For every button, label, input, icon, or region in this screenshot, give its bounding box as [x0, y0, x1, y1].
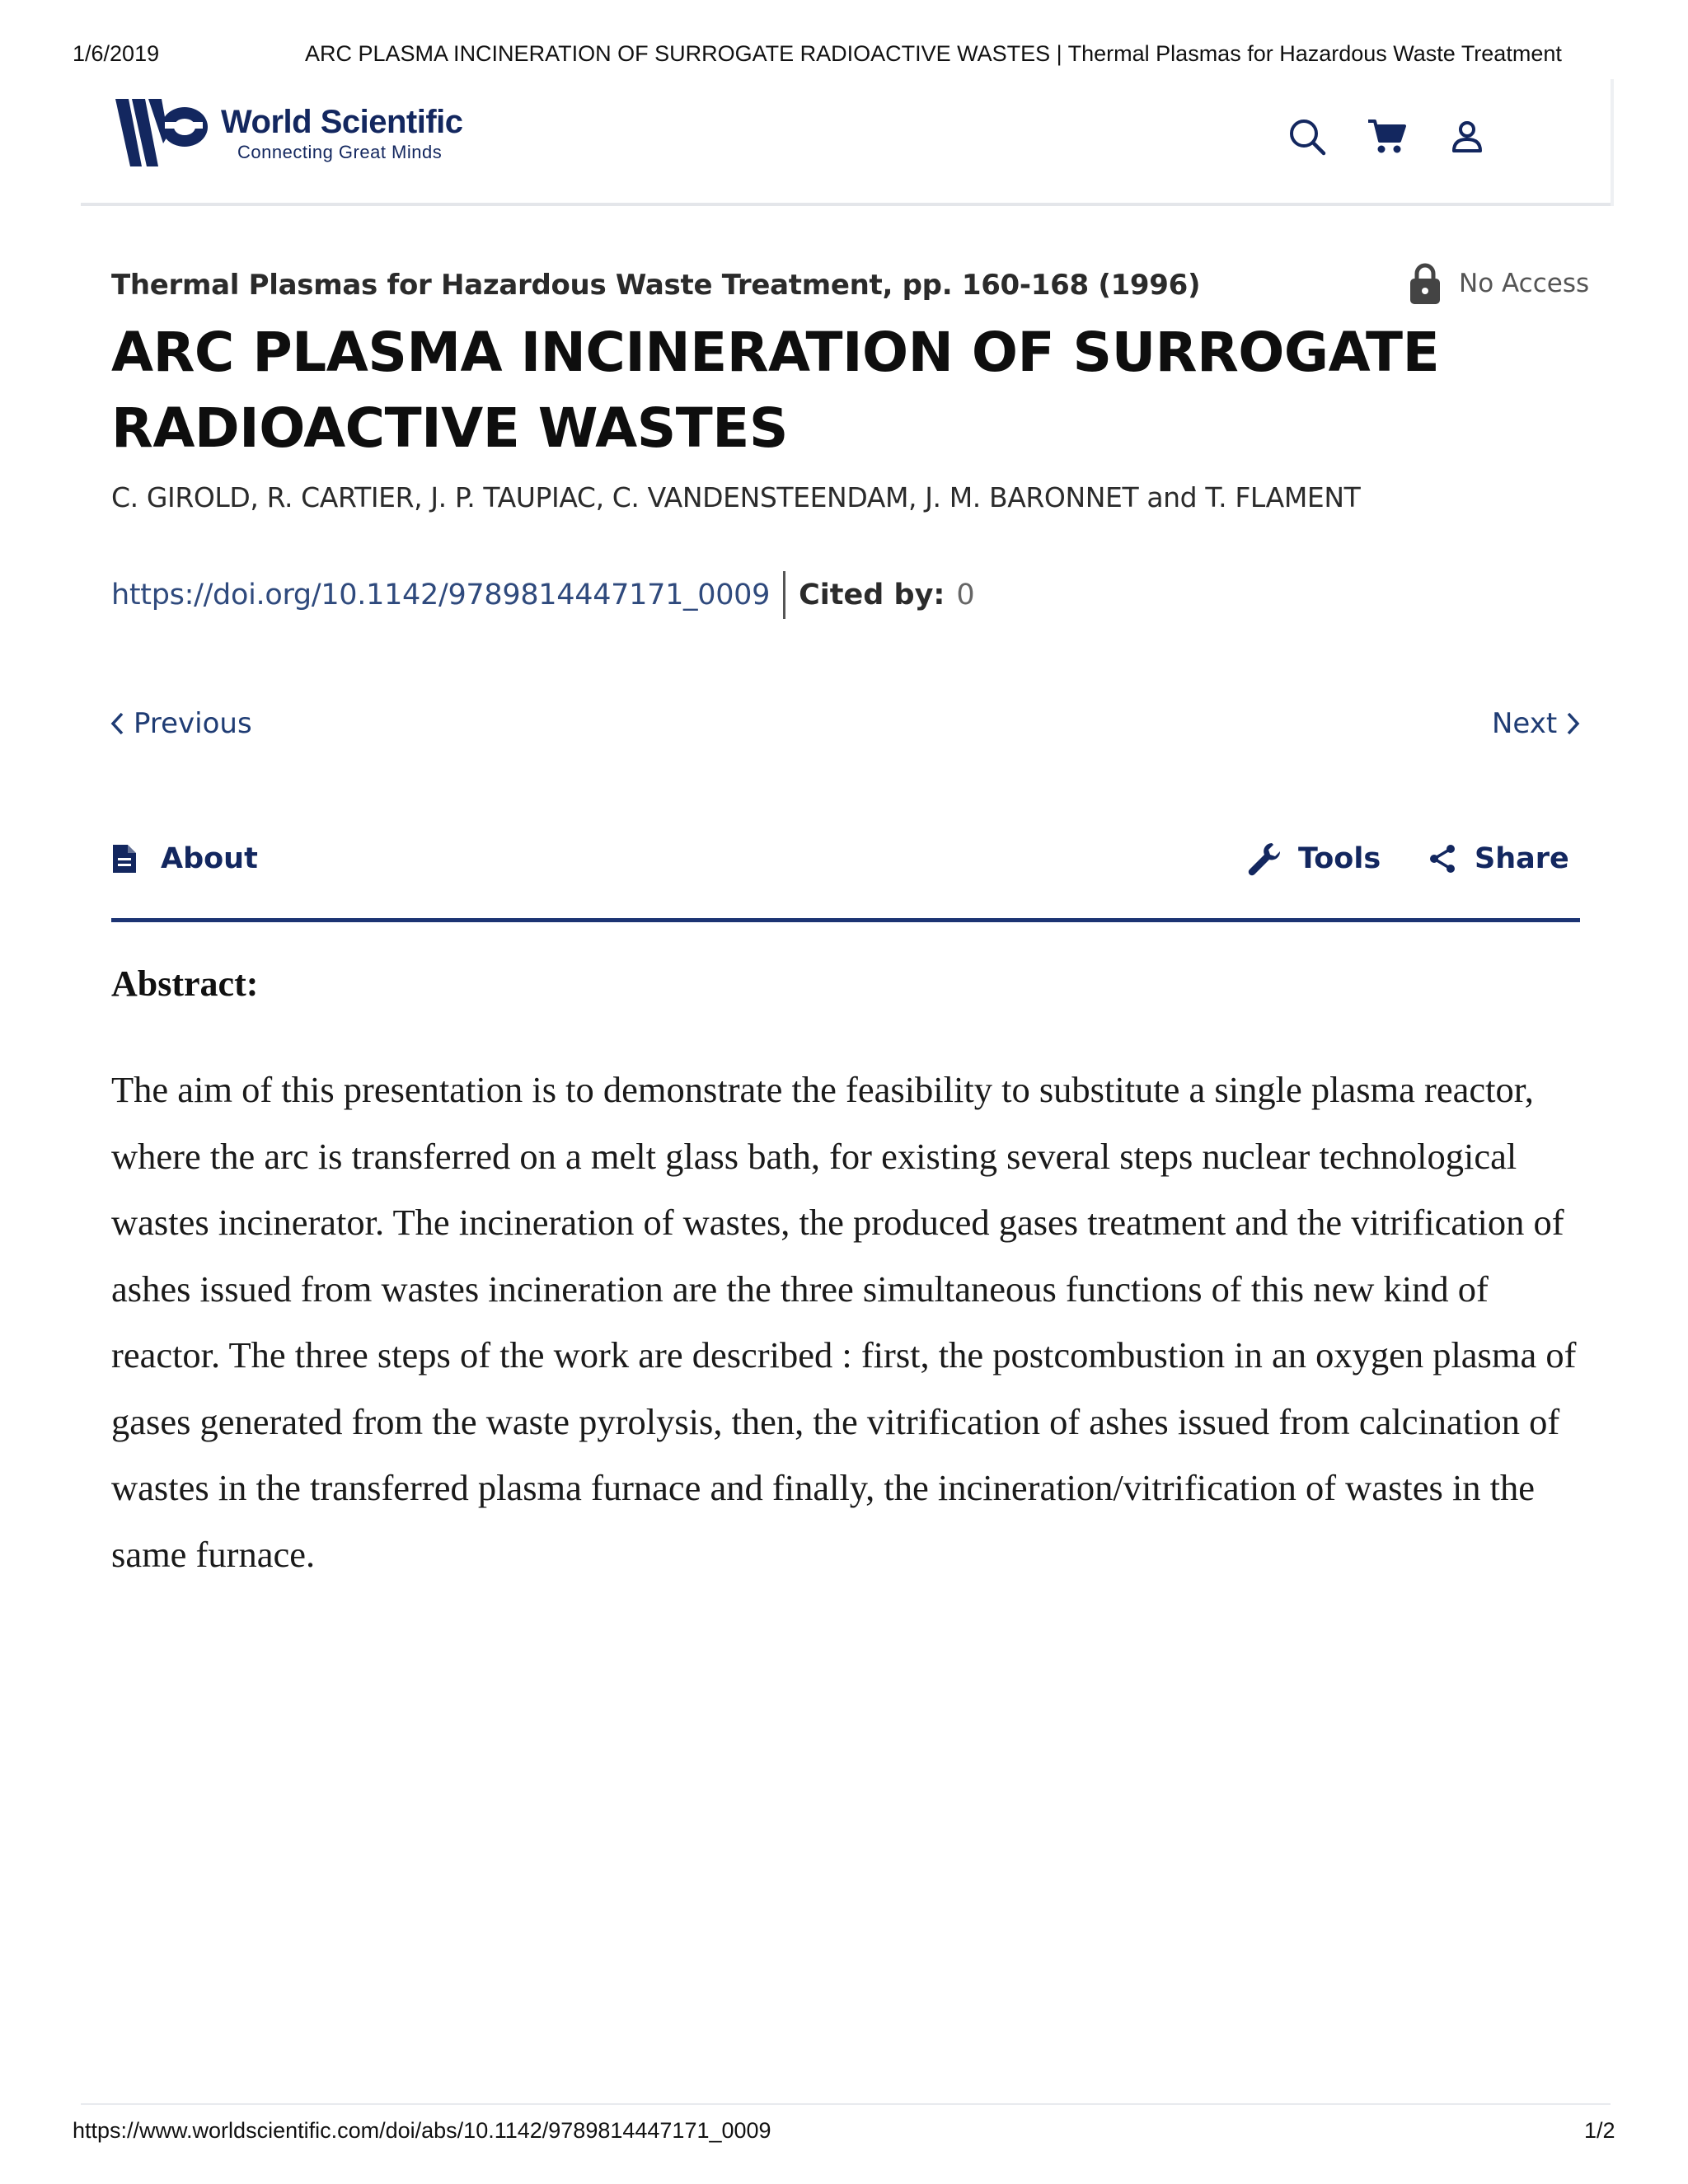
- site-header: [81, 79, 1611, 206]
- tab-about-label: About: [161, 842, 258, 875]
- share-icon: [1428, 844, 1456, 874]
- search-icon[interactable]: [1284, 114, 1330, 160]
- print-url: https://www.worldscientific.com/doi/abs/10.1142/9789814447171_0009: [73, 2118, 771, 2143]
- cited-by-count[interactable]: 0: [956, 579, 975, 612]
- wrench-icon: [1247, 841, 1282, 876]
- print-page-number: 1/2: [1584, 2118, 1615, 2143]
- cart-icon[interactable]: [1363, 114, 1409, 160]
- next-label: Next: [1492, 707, 1558, 740]
- brand-name: World Scientific: [221, 104, 463, 140]
- article-tabs: [111, 827, 1580, 922]
- print-page-title: ARC PLASMA INCINERATION OF SURROGATE RADIOACTIVE WASTES | Thermal Plasmas for Hazardous Waste Treatment: [305, 41, 1562, 66]
- tab-about[interactable]: [111, 834, 258, 883]
- footer-divider: [81, 2103, 1611, 2105]
- previous-link[interactable]: [109, 707, 252, 740]
- book-title-line[interactable]: Thermal Plasmas for Hazardous Waste Treatment, pp. 160-168 (1996): [111, 269, 1201, 302]
- tab-share[interactable]: [1428, 834, 1569, 883]
- previous-label: Previous: [134, 707, 252, 740]
- doi-link[interactable]: https://doi.org/10.1142/9789814447171_0009: [111, 579, 771, 612]
- author-list: C. GIROLD, R. CARTIER, J. P. TAUPIAC, C. VANDENSTEENDAM, J. M. BARONNET and T. FLAMENT: [111, 481, 1361, 513]
- access-label: No Access: [1459, 269, 1590, 298]
- tab-tools-label: Tools: [1298, 842, 1381, 875]
- tab-tools[interactable]: [1247, 834, 1381, 883]
- article-title: ARC PLASMA INCINERATION OF SURROGATE RADIOACTIVE WASTES: [111, 321, 1440, 460]
- abstract-heading: Abstract:: [111, 963, 259, 1004]
- doi-row: [111, 571, 975, 619]
- cited-by-label: Cited by:: [799, 579, 945, 612]
- lock-icon: [1409, 262, 1441, 305]
- brand-tagline: Connecting Great Minds: [237, 142, 443, 162]
- print-date: 1/6/2019: [73, 41, 160, 66]
- brand-logo[interactable]: [114, 94, 463, 173]
- chevron-right-icon: [1564, 710, 1582, 737]
- world-scientific-logo-icon: [114, 94, 213, 173]
- next-link[interactable]: [1492, 707, 1582, 740]
- abstract-text: The aim of this presentation is to demonstrate the feasibility to substitute a single plasma reactor, where the arc is transferred on a melt glass bath, for existing several steps nuclear technological wastes incinerator. The incineration of wastes, the produced gases treatment and the vitrification of ashes issued from wastes incineration are the three simultaneous functions of this new kind of reactor. The three steps of the work are described : first, the postcombustion in an oxygen plasma of gases generated from the waste pyrolysis, then, the vitrification of ashes issued from calcination of wastes in the transferred plasma furnace and finally, the incineration/vitrification of wastes in the same furnace.: [111, 1069, 1577, 1575]
- chevron-left-icon: [109, 710, 127, 737]
- document-icon: [111, 843, 138, 874]
- divider: [783, 571, 785, 619]
- access-status: [1409, 262, 1589, 305]
- user-icon[interactable]: [1444, 114, 1490, 160]
- tab-share-label: Share: [1475, 842, 1569, 875]
